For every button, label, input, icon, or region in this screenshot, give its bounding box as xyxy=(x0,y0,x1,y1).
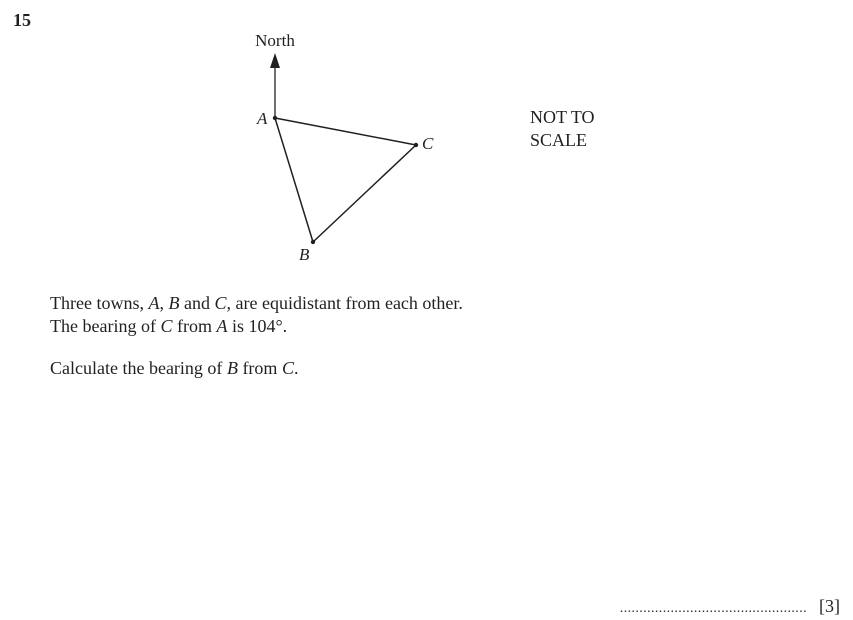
bearing-diagram xyxy=(0,0,853,280)
text-segment: The bearing of xyxy=(50,316,161,336)
question-line-1 xyxy=(50,292,463,315)
point-c-marker xyxy=(414,143,418,147)
text-segment: Three towns, xyxy=(50,293,149,313)
point-b-marker xyxy=(311,240,315,244)
text-segment: from xyxy=(237,358,282,378)
question-line-2 xyxy=(50,315,463,338)
variable-c: C xyxy=(281,358,294,378)
scale-note-line2: SCALE xyxy=(530,130,588,150)
paragraph-gap xyxy=(50,338,463,357)
marks-label: [3] xyxy=(819,596,840,616)
question-text xyxy=(50,292,463,380)
text-segment: is 104°. xyxy=(227,316,288,336)
question-number: 15 xyxy=(13,10,31,30)
answer-dots[interactable]: ................................................ xyxy=(619,601,807,616)
text-segment: . xyxy=(293,358,299,378)
question-line-3 xyxy=(50,357,463,380)
point-b-label: B xyxy=(299,245,310,264)
side-cb xyxy=(313,145,416,242)
text-segment: , xyxy=(159,293,169,313)
point-a-marker xyxy=(273,116,277,120)
not-to-scale-note xyxy=(530,106,595,152)
point-a-label: A xyxy=(257,109,268,128)
north-label: North xyxy=(255,31,295,50)
north-arrow-head xyxy=(270,53,280,68)
answer-line xyxy=(620,596,840,617)
point-c-label: C xyxy=(422,134,434,153)
side-ba xyxy=(275,118,313,242)
variable-a: A xyxy=(148,293,160,313)
text-segment: and xyxy=(179,293,215,313)
variable-a: A xyxy=(216,316,228,336)
variable-c: C xyxy=(214,293,227,313)
variable-b: B xyxy=(168,293,180,313)
text-segment: from xyxy=(172,316,217,336)
variable-c: C xyxy=(160,316,173,336)
text-segment: , are equidistant from each other. xyxy=(226,293,463,313)
side-ac xyxy=(275,118,416,145)
scale-note-line1: NOT TO xyxy=(530,107,595,127)
variable-b: B xyxy=(226,358,238,378)
text-segment: Calculate the bearing of xyxy=(50,358,227,378)
